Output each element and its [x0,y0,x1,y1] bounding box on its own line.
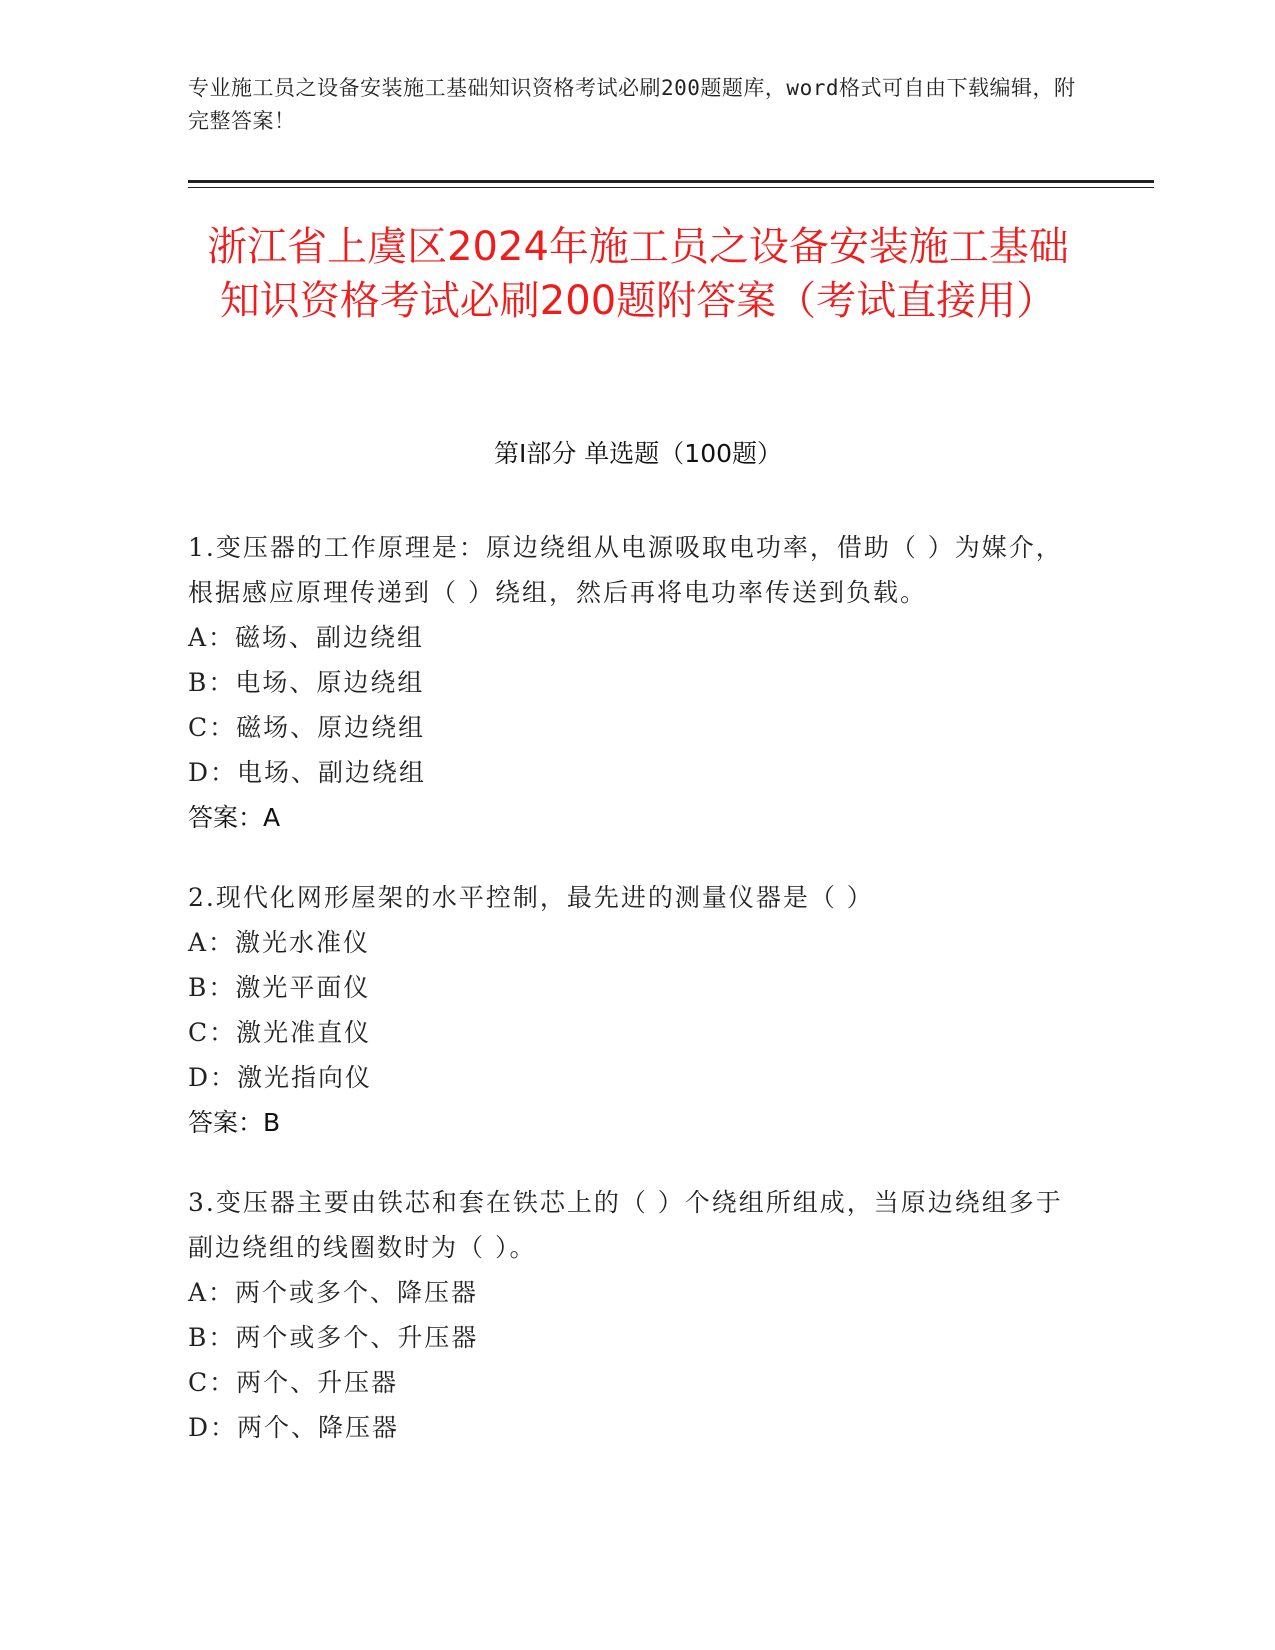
option-b: B：两个或多个、升压器 [188,1323,479,1352]
question-stem: 1.变压器的工作原理是：原边绕组从电源吸取电功率，借助（ ）为媒介，根据感应原理传递到（ ）绕组，然后再将电功率传送到负载。 [188,533,1063,607]
header-rule-thick [188,180,1154,183]
option-b: B：电场、原边绕组 [188,668,425,697]
question-stem: 3.变压器主要由铁芯和套在铁芯上的（ ）个绕组所组成，当原边绕组多于副边绕组的线圈数时为（ ）。 [188,1188,1063,1262]
header-note: 专业施工员之设备安装施工基础知识资格考试必刷200题题库，word格式可自由下载编辑，附完整答案！ [188,76,1076,133]
question-stem: 2.现代化网形屋架的水平控制，最先进的测量仪器是（ ） [188,883,874,912]
answer-line: 答案：B [188,1108,281,1137]
option-d: D：电场、副边绕组 [188,758,427,787]
answer-line: 答案：A [188,803,281,832]
option-a: A：磁场、副边绕组 [188,623,425,652]
option-c: C：激光准直仪 [188,1018,372,1047]
question-item [188,1180,1078,1450]
question-item [188,525,1078,840]
option-d: D：两个、降压器 [188,1413,400,1442]
section-title: 第Ⅰ部分 单选题（100题） [493,439,783,468]
question-item [188,875,1078,1145]
header-rule-thin [188,187,1154,188]
document-title: 浙江省上虞区2024年施工员之设备安装施工基础知识资格考试必刷200题附答案（考试直接用） [207,224,1069,324]
option-b: B：激光平面仪 [188,973,371,1002]
question-list [188,525,1078,1485]
option-d: D：激光指向仪 [188,1063,373,1092]
option-c: C：磁场、原边绕组 [188,713,426,742]
option-c: C：两个、升压器 [188,1368,399,1397]
option-a: A：两个或多个、降压器 [188,1278,479,1307]
option-a: A：激光水准仪 [188,928,371,957]
